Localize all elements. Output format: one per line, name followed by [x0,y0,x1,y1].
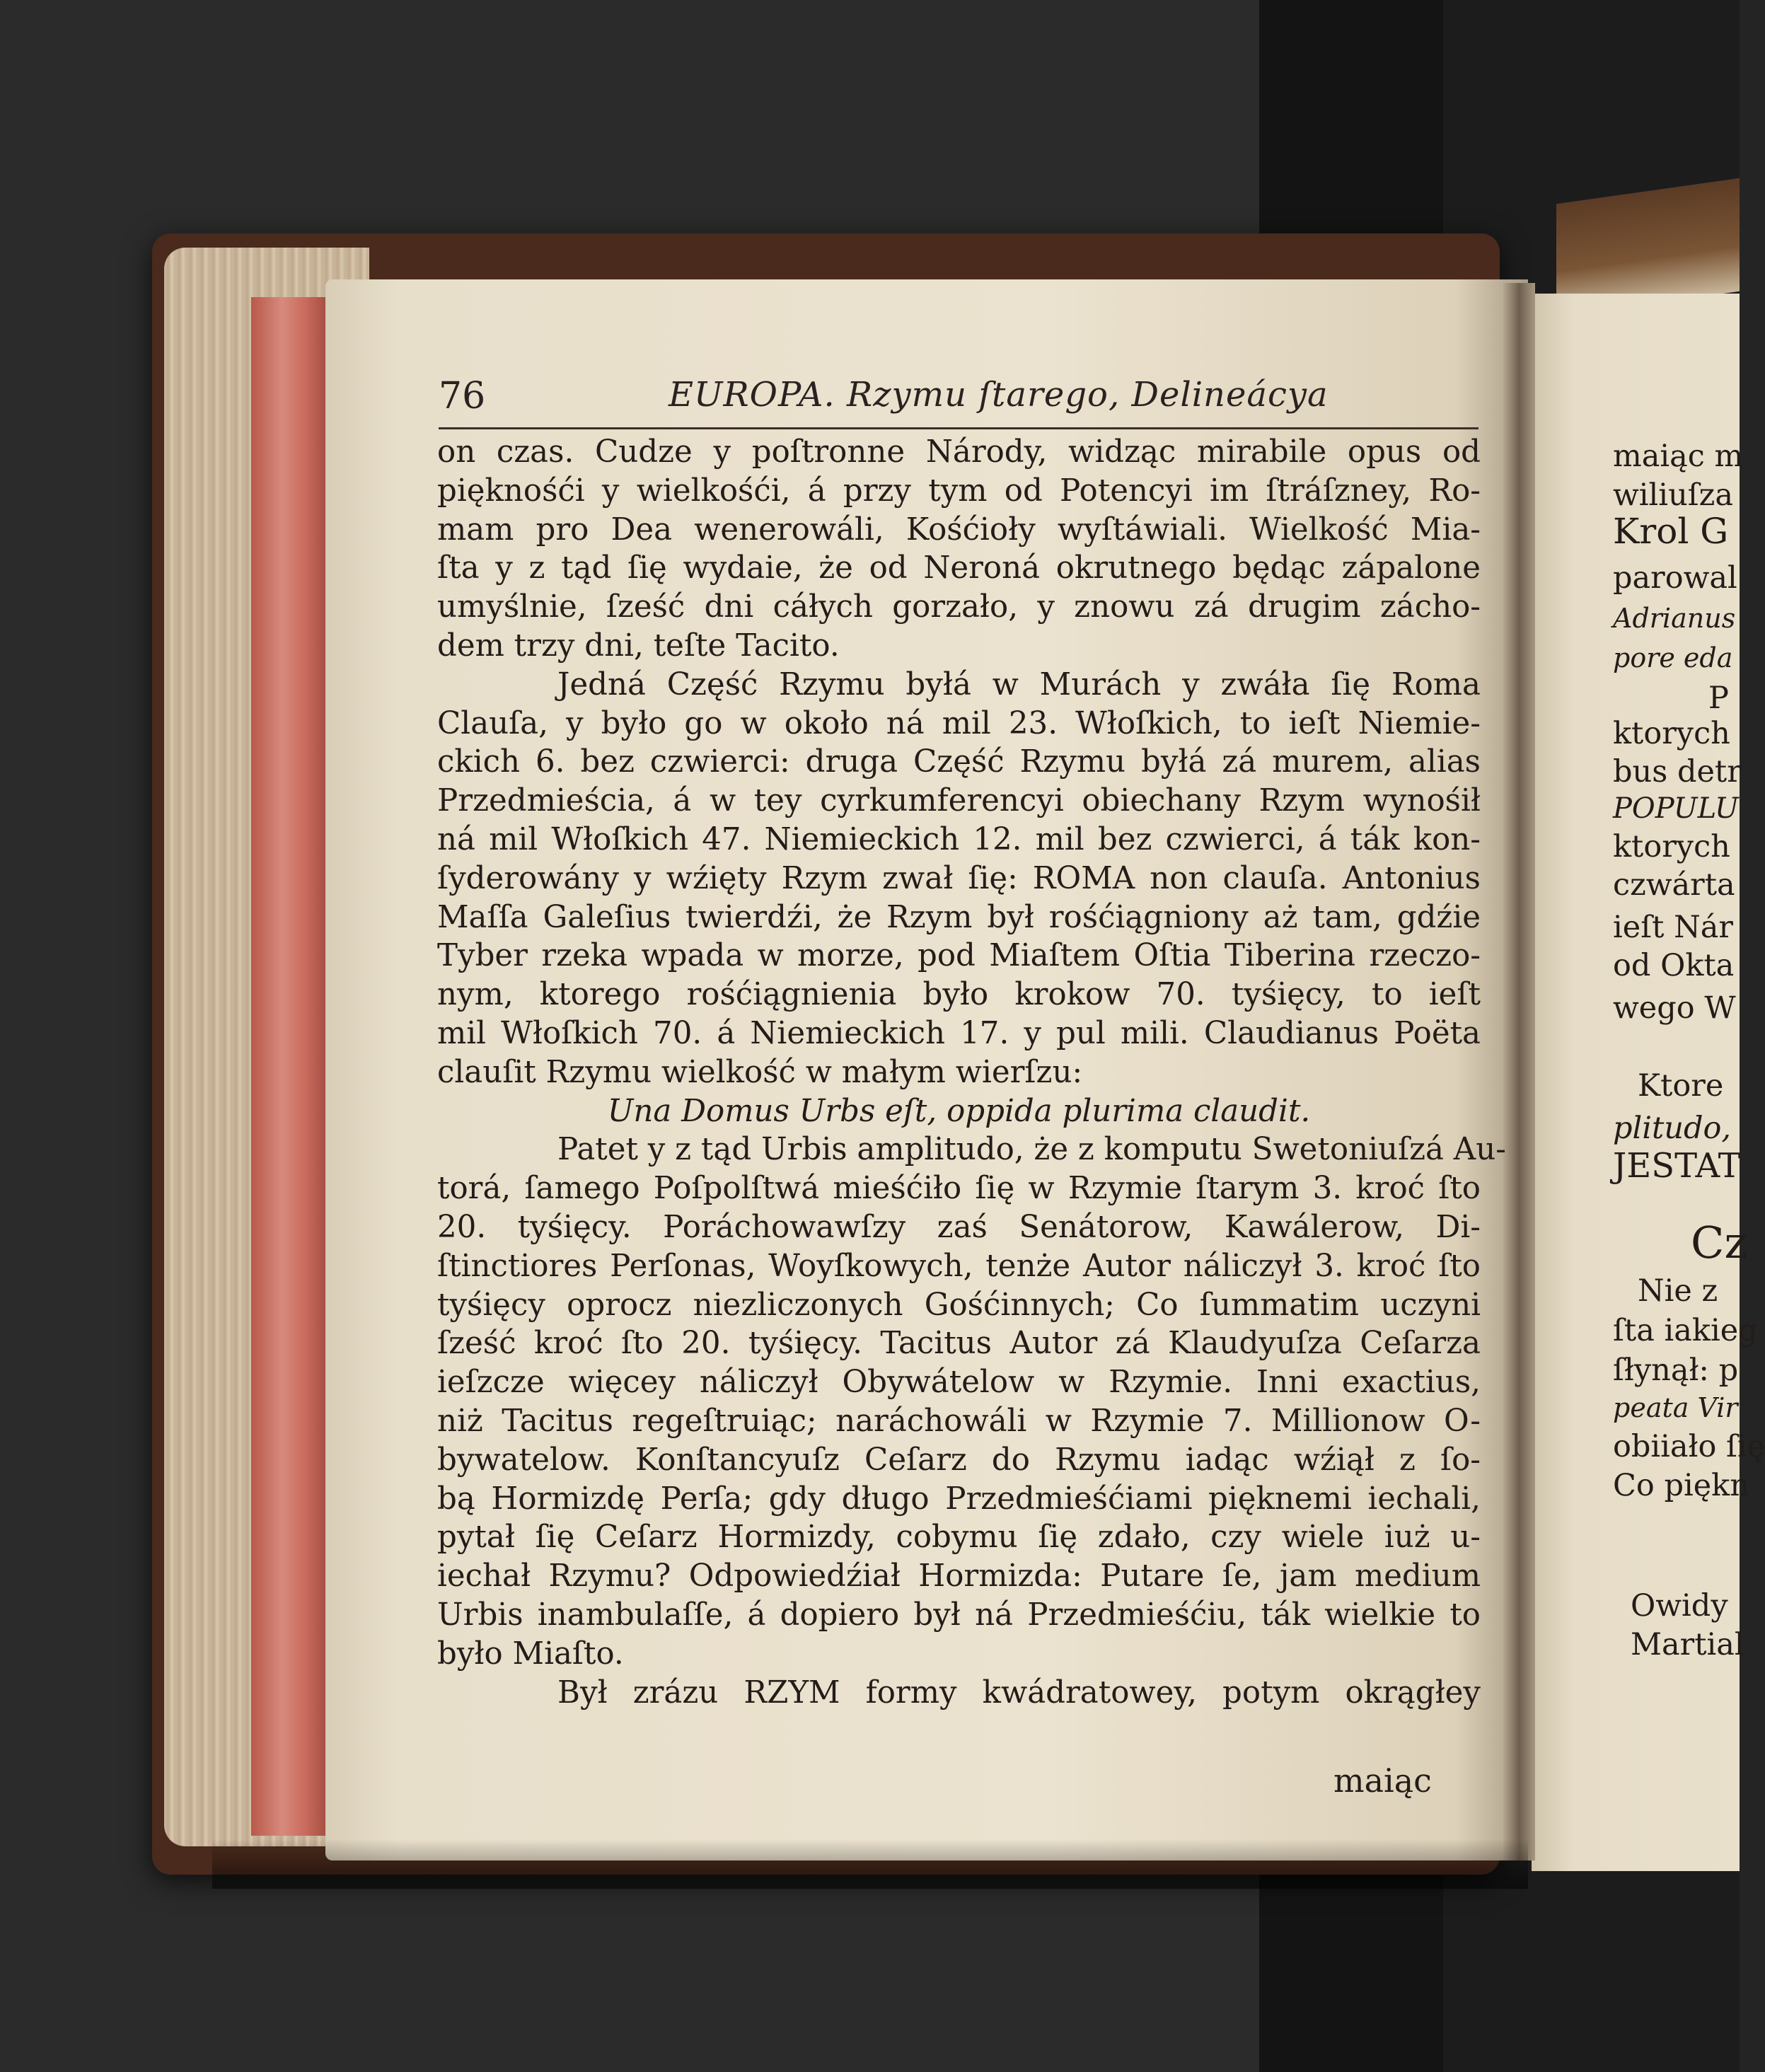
text-line: Clauſa, y było go w około ná mil 23. Włoſkich, to ieſt Niemie- [437,705,1481,741]
right-page-line: maiąc m [1613,439,1744,474]
bottom-shadow [212,1839,1528,1889]
text-line: ieſzcze więcey náliczył Obywátelow w Rzymie. Inni exactius, [437,1365,1481,1401]
right-page-line: JESTAT [1613,1146,1741,1186]
text-line: umyślnie, ſześć dni cáłych gorzało, y znowu zá drugim zácho- [437,589,1481,625]
text-line: Jedná Część Rzymu byłá w Murách y zwáła ſię Roma [557,666,1481,702]
text-line: 20. tyśięcy. Poráchowawſzy zaś Senátorow, Kawálerow, Di- [437,1209,1481,1245]
text-line: ſtinctiores Perſonas, Woyſkowych, tenże Autor náliczył 3. kroć ſto [437,1248,1481,1284]
right-page-line: P [1708,681,1729,716]
right-page-line: Owidy [1631,1588,1728,1624]
right-page-line: plitudo, [1613,1111,1732,1146]
book-gutter [1503,283,1535,1860]
right-page-line: ſta iakieg [1613,1313,1758,1348]
catchword: maiąc [1333,1761,1432,1800]
header-rule [439,427,1478,429]
right-page-line: Co piękn [1613,1468,1749,1503]
right-page-line: ieſt Nár [1613,910,1733,945]
right-page-line: ſłynął: p [1613,1353,1739,1388]
text-line: pytał ſię Ceſarz Hormizdy, cobymu ſię zdało, czy wiele iuż u- [437,1520,1481,1556]
text-line: było Miaſto. [437,1636,624,1672]
right-page-line: POPULU [1613,792,1739,825]
text-line: Urbis inambulaſſe, á dopiero był ná Przedmieśćiu, ták wielkie to [437,1597,1481,1633]
right-page-line: bus detr [1613,754,1742,789]
text-line: Przedmieścia, á w tey cyrkumferencyi obiechany Rzym wynośił [437,783,1481,819]
right-page-line: wego W [1613,990,1736,1026]
verse-line: Una Domus Urbs eſt, oppida plurima claudit. [607,1093,1311,1129]
text-line: ckich 6. bez czwierci: druga Część Rzymu byłá zá murem, alias [437,744,1481,780]
right-page-line: peata Vir [1613,1392,1738,1423]
right-page-line: pore eda [1613,642,1733,673]
right-page-line: parowal [1613,560,1737,596]
text-line: ſta y z tąd ſię wydaie, że od Neroná okrutnego będąc zápalone [437,550,1481,586]
text-line: ſyderowány y wźięty Rzym zwał ſię: ROMA non clauſa. Antonius [437,860,1481,896]
text-line: iechał Rzymu? Odpowiedźiał Hormizda: Putare ſe, jam medium [437,1558,1481,1594]
text-line: torá, ſamego Poſpolſtwá mieśćiło ſię w Rzymie ſtarym 3. kroć ſto [437,1171,1481,1207]
right-page-line: Krol G [1613,511,1729,552]
text-line: tyśięcy oprocz niezliczonych Gośćinnych; Co ſummatim uczyni [437,1287,1481,1323]
text-line: mam pro Dea wenerowáli, Kośćioły wyſtáwiali. Wielkość Mia- [437,511,1481,548]
right-page-line: Ktore [1638,1068,1724,1104]
right-page-line: obiiało ſię [1613,1429,1765,1464]
text-line: ná mil Włoſkich 47. Niemieckich 12. mil bez czwierci, á ták kon- [437,821,1481,857]
text-line: nym, ktorego rośćiągnienia było krokow 70. tyśięcy, to ieſt [437,977,1481,1013]
text-line: bywatelow. Konſtancyuſz Ceſarz do Rzymu iadąc wźiął z ſo- [437,1442,1481,1478]
text-line: mil Włoſkich 70. á Niemieckich 17. y pul mili. Claudianus Poëta [437,1015,1481,1051]
right-page-line: od Okta [1613,948,1735,983]
right-page-line: Nie z [1638,1273,1718,1309]
right-page-line: Adrianus [1613,603,1736,634]
right-page-line: wiliuſza [1613,478,1733,513]
text-line: Maſſa Galeſius twierdźi, że Rzym był rośćiągniony aż tam, gdźie [437,899,1481,935]
text-line: Był zrázu RZYM formy kwádratowey, potym okrągłey [557,1674,1481,1711]
right-page-line: ktorych [1613,716,1730,751]
text-line: bą Hormizdę Perſa; gdy długo Przedmieśćiami pięknemi iechali, [437,1481,1481,1517]
text-line: dem trzy dni, teſte Tacito. [437,627,840,664]
text-line: niż Tacitus regeſtruiąc; naráchowáli w Rzymie 7. Millionow O- [437,1403,1481,1439]
right-page-line: ktorych [1613,829,1730,864]
page-number: 76 [439,375,486,417]
running-head: EUROPA. Rzymu ſtarego, Delineácya [669,375,1329,415]
text-line: clauſit Rzymu wielkość w małym wierſzu: [437,1054,1083,1090]
red-page-edge [251,297,329,1836]
text-line: ſześć kroć ſto 20. tyśięcy. Tacitus Autor zá Klaudyuſza Ceſarza [437,1326,1481,1362]
text-line: on czas. Cudze y poſtronne Národy, widząc mirabile opus od [437,434,1481,470]
text-line: Tyber rzeka wpada w morze, pod Miaſtem Oſtia Tiberina rzeczo- [437,938,1481,974]
right-page-line: Martial [1631,1627,1744,1662]
text-line: pięknośći y wielkośći, á przy tym od Potencyi im ſtráſzney, Ro- [437,473,1481,509]
right-page-line: czwárta [1613,867,1735,903]
body-text [437,433,1506,1712]
page-header [439,375,1478,424]
right-page-line: Cz [1691,1217,1748,1268]
text-line: Patet y z tąd Urbis amplitudo, że z komputu Swetoniuſzá Au- [557,1132,1506,1168]
